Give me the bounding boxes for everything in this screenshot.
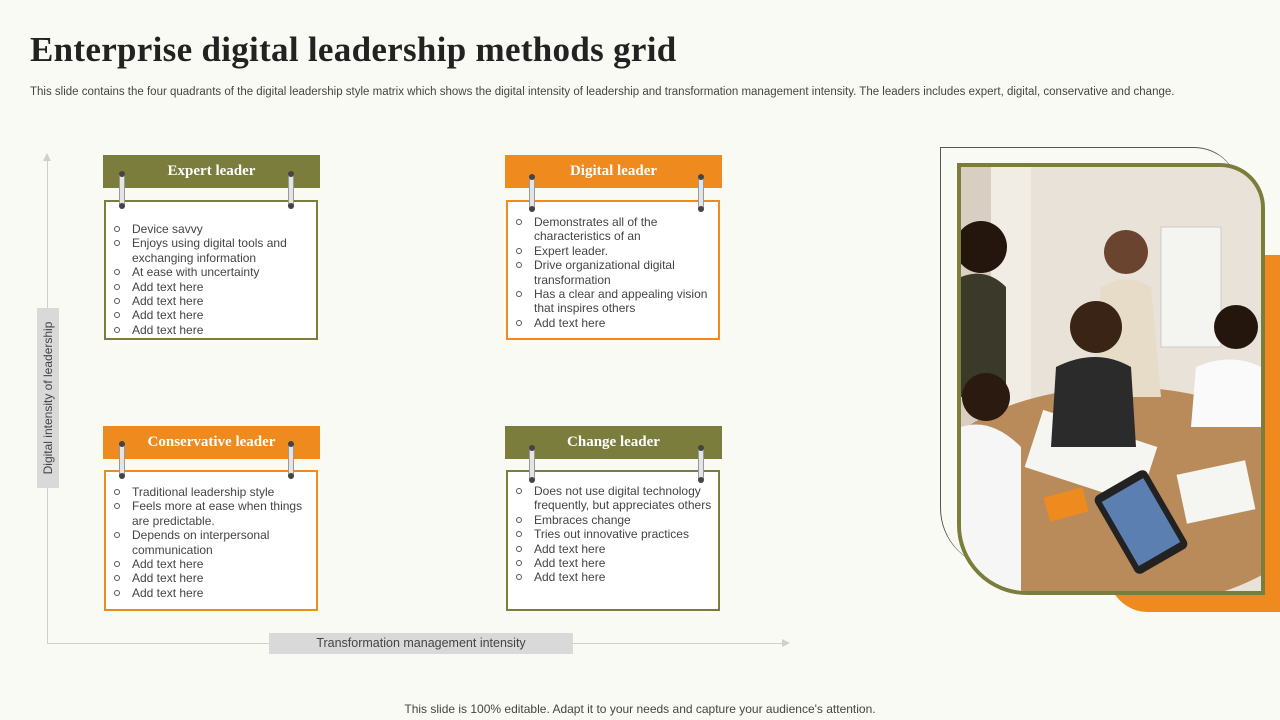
- binder-ring-icon: [698, 176, 704, 210]
- list-item: Add text here: [106, 557, 316, 571]
- y-axis-arrow-icon: [43, 153, 51, 161]
- list-item: Add text here: [106, 294, 316, 308]
- list-item: Has a clear and appealing vision that inspires others: [508, 287, 718, 316]
- list-item: Embraces change: [508, 513, 718, 527]
- list-item: Add text here: [106, 323, 316, 337]
- list-item: Expert leader.: [508, 244, 718, 258]
- binder-ring-icon: [529, 447, 535, 481]
- binder-ring-icon: [698, 447, 704, 481]
- expert-leader-box: [104, 200, 318, 340]
- list-item: At ease with uncertainty: [106, 265, 316, 279]
- list-item: Add text here: [106, 571, 316, 585]
- digital-leader-box: [506, 200, 720, 340]
- binder-ring-icon: [288, 443, 294, 477]
- list-item: Add text here: [508, 316, 718, 330]
- list-item: Add text here: [106, 280, 316, 294]
- list-item: Device savvy: [106, 222, 316, 236]
- list-item: Add text here: [508, 570, 718, 584]
- change-leader-header: Change leader: [505, 426, 722, 459]
- x-axis-arrow-icon: [782, 639, 790, 647]
- list-item: Add text here: [106, 308, 316, 322]
- list-item: Traditional leadership style: [106, 485, 316, 499]
- team-meeting-illustration: [961, 167, 1261, 591]
- list-item: Add text here: [508, 556, 718, 570]
- binder-ring-icon: [529, 176, 535, 210]
- team-meeting-photo: [957, 163, 1265, 595]
- expert-leader-list: [106, 222, 316, 337]
- list-item: Depends on interpersonal communication: [106, 528, 316, 557]
- x-axis-label: Transformation management intensity: [269, 633, 573, 654]
- expert-leader-header: Expert leader: [103, 155, 320, 188]
- slide-subtitle: This slide contains the four quadrants of the digital leadership style matrix which shows the digital intensity of leadership and transformation management intensity. The leaders includes expert, digital, conservative and change.: [30, 86, 1175, 98]
- list-item: Add text here: [106, 586, 316, 600]
- y-axis-label-box: [37, 308, 59, 488]
- list-item: Demonstrates all of the characteristics of an: [508, 215, 718, 244]
- slide-title: Enterprise digital leadership methods grid: [30, 30, 677, 69]
- list-item: Drive organizational digital transformation: [508, 258, 718, 287]
- binder-ring-icon: [288, 173, 294, 207]
- list-item: Feels more at ease when things are predictable.: [106, 499, 316, 528]
- list-item: Tries out innovative practices: [508, 527, 718, 541]
- conservative-leader-list: [106, 485, 316, 600]
- list-item: Add text here: [508, 542, 718, 556]
- binder-ring-icon: [119, 443, 125, 477]
- binder-ring-icon: [119, 173, 125, 207]
- change-leader-list: [508, 484, 718, 585]
- digital-leader-list: [508, 215, 718, 330]
- list-item: Does not use digital technology frequently, but appreciates others: [508, 484, 718, 513]
- conservative-leader-box: [104, 470, 318, 611]
- slide-footer: This slide is 100% editable. Adapt it to your needs and capture your audience's attention.: [404, 702, 876, 716]
- list-item: Enjoys using digital tools and exchanging information: [106, 236, 316, 265]
- conservative-leader-header: Conservative leader: [103, 426, 320, 459]
- digital-leader-header: Digital leader: [505, 155, 722, 188]
- y-axis-label: Digital intensity of leadership: [41, 321, 55, 475]
- change-leader-box: [506, 470, 720, 611]
